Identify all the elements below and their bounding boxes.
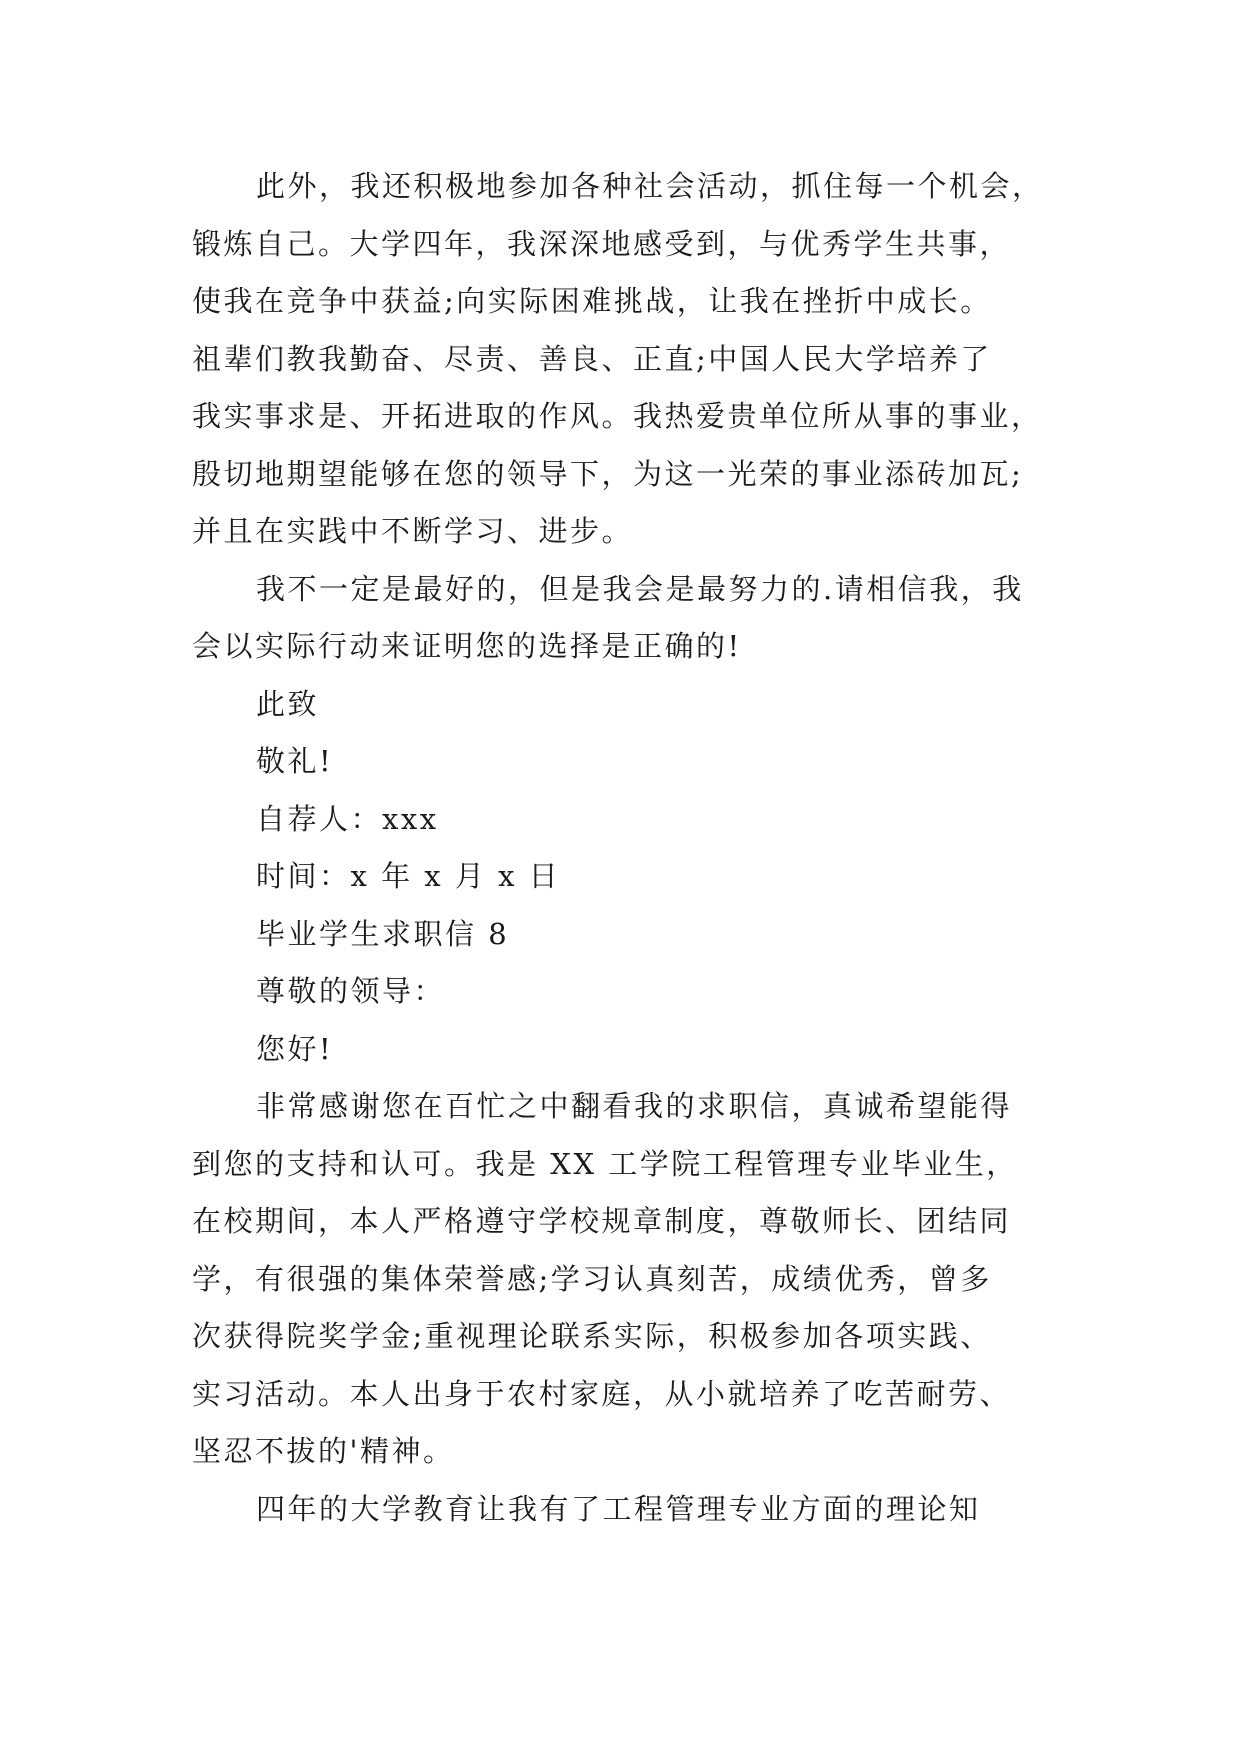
closing-salutation: 此致	[256, 686, 320, 721]
section-title: 毕业学生求职信 8	[256, 916, 510, 951]
text-line: 次获得院奖学金;重视理论联系实际，积极参加各项实践、	[192, 1319, 992, 1353]
text-line: 我不一定是最好的，但是我会是最努力的.请相信我，我	[256, 571, 1024, 606]
text-line: 非常感谢您在百忙之中翻看我的求职信，真诚希望能得	[256, 1089, 1013, 1123]
text-line: 此外，我还积极地参加各种社会活动，抓住每一个机会，	[256, 169, 1044, 203]
text-line: 我实事求是、开拓进取的作风。我热爱贵单位所从事的事业，	[192, 399, 1043, 433]
text-line: 在校期间，本人严格遵守学校规章制度，尊敬师长、团结同	[192, 1204, 1012, 1238]
closing-regards: 敬礼!	[256, 744, 334, 778]
text-line: 四年的大学教育让我有了工程管理专业方面的理论知	[256, 1491, 981, 1526]
text-line: 到您的支持和认可。我是 XX 工学院工程管理专业毕业生，	[192, 1146, 1018, 1181]
text-line: 使我在竞争中获益;向实际困难挑战，让我在挫折中成长。	[192, 284, 992, 318]
text-line: 会以实际行动来证明您的选择是正确的!	[192, 629, 742, 663]
text-line: 并且在实践中不断学习、进步。	[192, 514, 634, 548]
greeting-hello: 您好!	[256, 1031, 334, 1066]
letter-body	[192, 158, 1072, 1538]
signature-line: 自荐人：xxx	[256, 801, 439, 836]
text-line: 锻炼自己。大学四年，我深深地感受到，与优秀学生共事，	[192, 226, 1012, 261]
date-line: 时间：x 年 x 月 x 日	[256, 859, 561, 893]
greeting: 尊敬的领导：	[256, 974, 446, 1008]
text-line: 殷切地期望能够在您的领导下，为这一光荣的事业添砖加瓦;	[192, 456, 1024, 491]
text-line: 学，有很强的集体荣誉感;学习认真刻苦，成绩优秀，曾多	[192, 1261, 992, 1296]
text-line: 实习活动。本人出身于农村家庭，从小就培养了吃苦耐劳、	[192, 1376, 1012, 1411]
text-line: 坚忍不拔的'精神。	[192, 1434, 455, 1468]
text-line: 祖辈们教我勤奋、尽责、善良、正直;中国人民大学培养了	[192, 341, 992, 376]
